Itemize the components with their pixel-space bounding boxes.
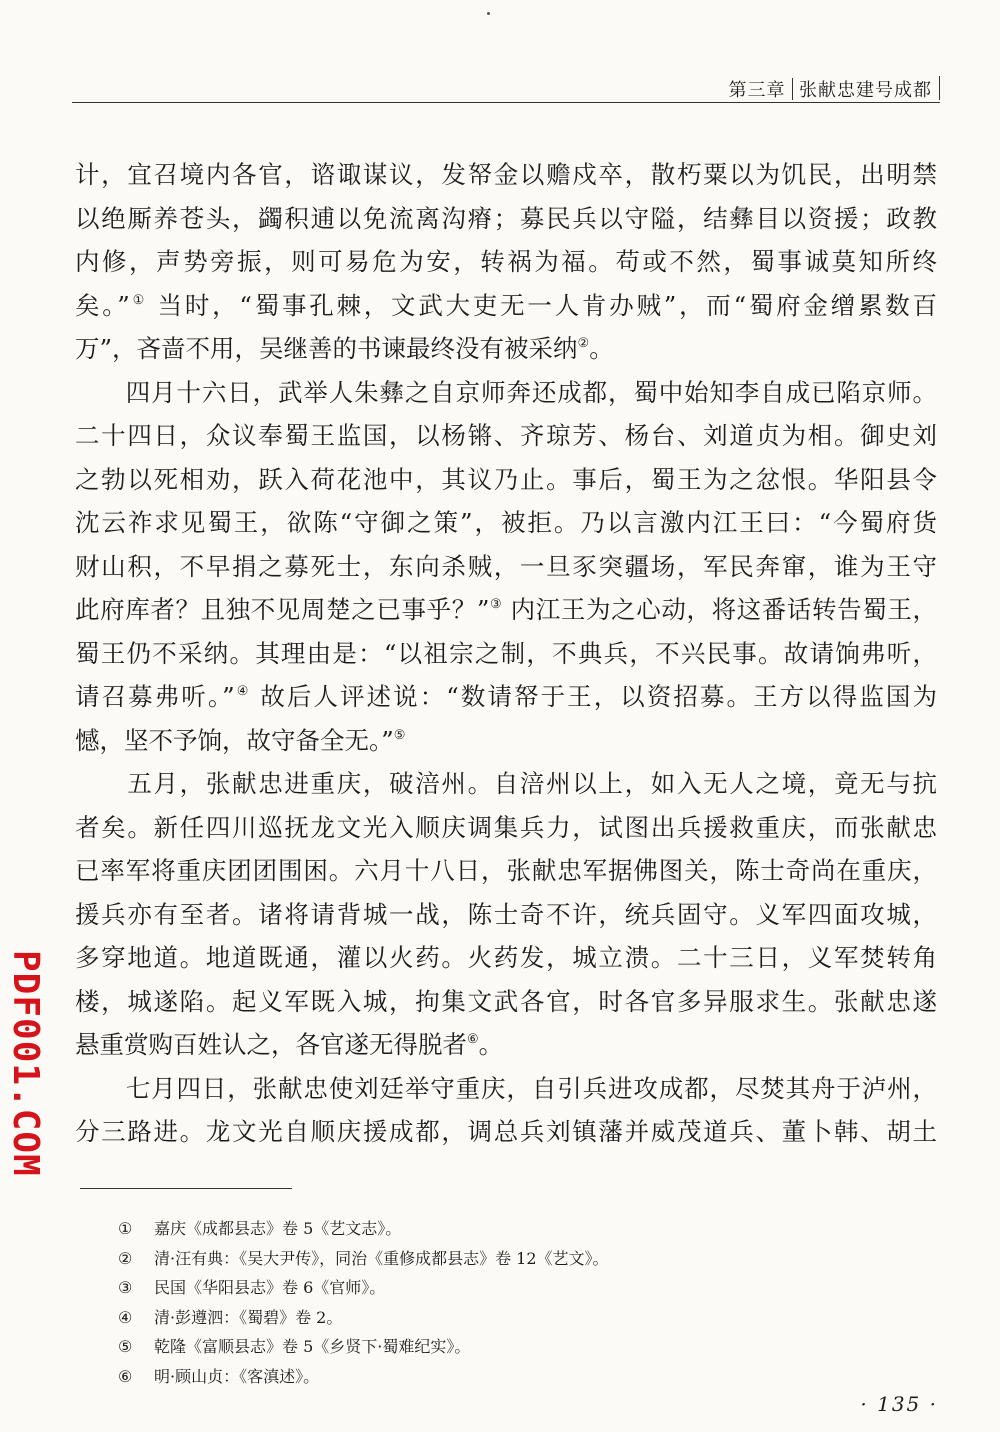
text-line bbox=[75, 545, 937, 589]
footnote-text: 嘉庆《成都县志》卷 5《艺文志》。 bbox=[154, 1219, 402, 1238]
text-line bbox=[75, 980, 937, 1024]
text-line-segment: 者矣。新任四川巡抚龙文光入顺庆调集兵力，试图出兵援救重庆，而张献忠 bbox=[75, 812, 937, 842]
footnote-number: ⑤ bbox=[118, 1337, 133, 1356]
text-line bbox=[75, 458, 937, 502]
text-line-segment: 蜀王仍不采纳。其理由是：“以祖宗之制，不典兵，不兴民事。故请饷弗听， bbox=[75, 638, 937, 668]
footnote-text: 清·彭遵泗：《蜀碧》卷 2。 bbox=[154, 1307, 343, 1327]
text-line bbox=[75, 1067, 937, 1111]
text-line-segment: 已率军将重庆团团围困。六月十八日，张献忠军据佛图关，陈士奇尚在重庆， bbox=[75, 856, 937, 885]
text-line-segment: 之勃以死相劝，跃入荷花池中，其议乃止。事后，蜀王为之忿恨。华阳县令 bbox=[75, 464, 937, 494]
footnote-text: 民国《华阳县志》卷 6《官师》。 bbox=[154, 1278, 386, 1297]
footnote-item bbox=[118, 1273, 918, 1303]
footnote-item bbox=[118, 1214, 918, 1244]
footnotes bbox=[118, 1214, 918, 1391]
footnote-marker: ② bbox=[577, 336, 590, 351]
footnote-marker: ③ bbox=[489, 597, 503, 612]
text-line-segment: 此府库者？且独不见周楚之已事乎？” bbox=[75, 595, 490, 624]
text-line bbox=[75, 371, 937, 415]
watermark: PDF001.COM bbox=[5, 950, 46, 1177]
header-end-bar bbox=[939, 76, 941, 100]
footnote-number: ① bbox=[118, 1219, 133, 1238]
text-line-segment: 内江王为之心动，将这番话转告蜀王， bbox=[502, 595, 937, 624]
footnote-marker: ⑥ bbox=[467, 1032, 479, 1047]
text-line-segment: 悬重赏购百姓认之，各官遂无得脱者 bbox=[75, 1030, 467, 1059]
text-line bbox=[75, 284, 937, 328]
footnote-number: ⑥ bbox=[118, 1366, 133, 1386]
text-line bbox=[75, 936, 937, 980]
text-line-segment: 矣。” bbox=[75, 290, 130, 320]
text-line bbox=[75, 501, 937, 545]
footnote-text: 乾隆《富顺县志》卷 5《乡贤下·蜀难纪实》。 bbox=[154, 1337, 471, 1356]
footnote-text: 清·汪有典：《吴大尹传》，同治《重修成都县志》卷 12《艺文》。 bbox=[154, 1248, 609, 1268]
text-line-segment: 内修，声势旁振，则可易危为安，转祸为福。苟或不然，蜀事诚莫知所终 bbox=[75, 247, 937, 276]
footnote-item bbox=[118, 1332, 918, 1362]
footnote-marker: ⑤ bbox=[393, 727, 406, 743]
text-line-segment: 援兵亦有至者。诸将请背城一战，陈士奇不许，统兵固守。义军四面攻城， bbox=[75, 899, 937, 929]
text-line-segment: 。 bbox=[478, 1030, 504, 1059]
text-line-segment: 。 bbox=[589, 334, 614, 363]
text-line-segment: 请召募弗听。” bbox=[75, 682, 235, 711]
running-header bbox=[72, 72, 940, 103]
text-line-segment: 四月十六日，武举人朱彝之自京师奔还成都，蜀中始知李自成已陷京师。 bbox=[75, 377, 937, 407]
text-line-segment: 当时，“蜀事孔棘，文武大吏无一人肯办贼”，而“蜀府金缯累数百 bbox=[147, 290, 937, 320]
text-line-segment: 万”，吝啬不用，吴继善的书谏最终没有被采纳 bbox=[75, 334, 578, 363]
text-line bbox=[75, 153, 937, 197]
text-line-segment: 故后人评述说：“数请帑于王，以资招募。王方以得监国为 bbox=[250, 682, 937, 711]
text-line-segment: 二十四日，众议奉蜀王监国，以杨锵、齐琼芳、杨台、刘道贞为相。御史刘 bbox=[75, 421, 937, 450]
text-line-segment: 分三路进。龙文光自顺庆援成都，调总兵刘镇藩并威茂道兵、董卜韩、胡土 bbox=[75, 1117, 937, 1146]
text-line bbox=[75, 719, 937, 763]
text-line bbox=[75, 893, 937, 937]
text-line-segment: 楼，城遂陷。起义军既入城，拘集文武各官，时各官多异服求生。张献忠遂 bbox=[75, 986, 937, 1016]
text-line bbox=[75, 588, 937, 632]
text-line-segment: 憾，坚不予饷，故守备全无。” bbox=[75, 725, 394, 755]
footnote-number: ② bbox=[118, 1248, 133, 1268]
text-line bbox=[75, 327, 937, 371]
text-line-segment: 以绝厮养苍头，蠲积逋以免流离沟瘠；募民兵以守隘，结彝目以资援；政教 bbox=[75, 203, 937, 233]
text-line-segment: 七月四日，张献忠使刘廷举守重庆，自引兵进攻成都，尽焚其舟于泸州， bbox=[75, 1073, 937, 1103]
body-text bbox=[75, 153, 937, 1154]
footnote-marker: ① bbox=[129, 292, 148, 308]
footnote-item bbox=[118, 1244, 918, 1274]
footnote-number: ③ bbox=[118, 1278, 133, 1297]
text-line bbox=[75, 1110, 937, 1154]
footnote-item bbox=[118, 1362, 918, 1392]
footnote-number: ④ bbox=[118, 1307, 133, 1327]
footnote-rule bbox=[80, 1188, 292, 1189]
footnote-marker: ④ bbox=[234, 684, 251, 699]
header-label bbox=[729, 76, 933, 102]
text-line-segment: 沈云祚求见蜀王，欲陈“守御之策”，被拒。乃以言激内江王曰：“今蜀府货 bbox=[75, 508, 937, 537]
text-line bbox=[75, 849, 937, 893]
text-line bbox=[75, 197, 937, 241]
text-line bbox=[75, 414, 937, 458]
text-line-segment: 计，宜召境内各官，谘诹谋议，发帑金以赡戍卒，散朽粟以为饥民，出明禁 bbox=[75, 160, 937, 189]
page-number: · 135 · bbox=[860, 1392, 938, 1416]
top-dot-mark bbox=[487, 12, 490, 15]
header-chapter: 第三章 bbox=[728, 80, 786, 101]
text-line bbox=[75, 1023, 937, 1067]
header-title: 张献忠建号成都 bbox=[799, 80, 932, 101]
header-separator bbox=[792, 78, 794, 100]
text-line bbox=[75, 806, 937, 850]
footnote-text: 明·顾山贞：《客滇述》。 bbox=[154, 1366, 320, 1386]
text-line-segment: 多穿地道。地道既通，灌以火药。火药发，城立溃。二十三日，义军焚转角 bbox=[75, 943, 937, 972]
footnote-item bbox=[118, 1303, 918, 1333]
text-line bbox=[75, 240, 937, 284]
text-line bbox=[75, 762, 937, 806]
text-line-segment: 财山积，不早捐之募死士，东向杀贼，一旦豕突疆场，军民奔窜，谁为王守 bbox=[75, 551, 937, 581]
text-line bbox=[75, 675, 937, 719]
text-line-segment: 五月，张献忠进重庆，破涪州。自涪州以上，如入无人之境，竟无与抗 bbox=[75, 769, 937, 798]
text-line bbox=[75, 632, 937, 676]
